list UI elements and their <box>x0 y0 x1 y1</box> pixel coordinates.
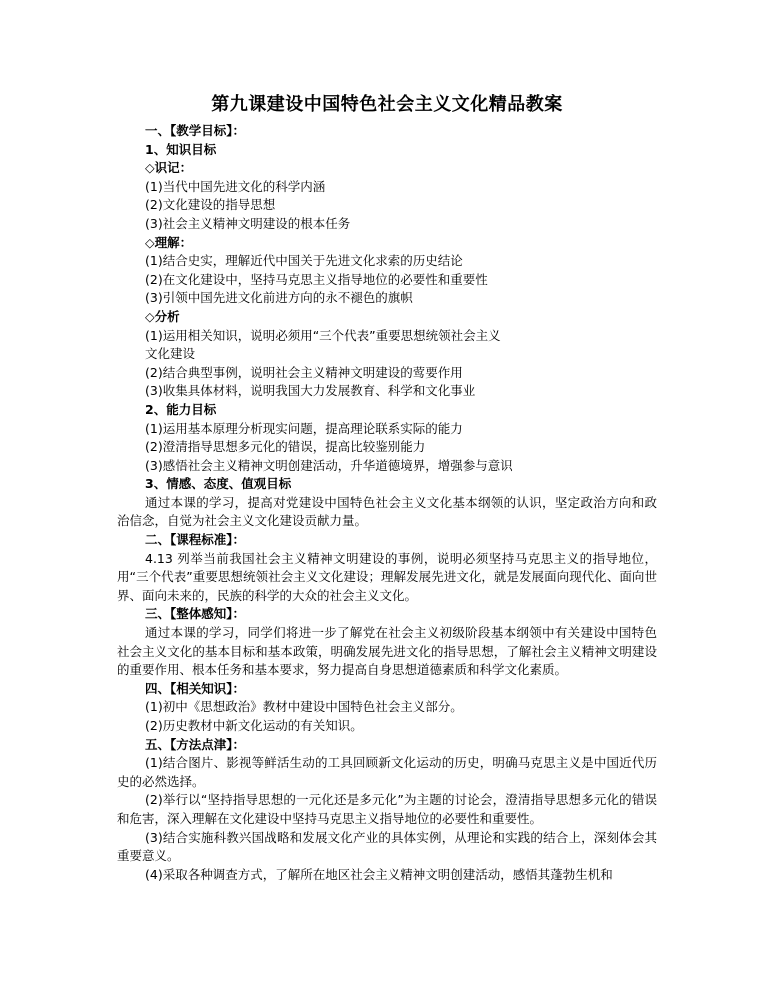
paragraph: (4)采取各种调查方式，了解所在地区社会主义精神文明创建活动，感悟其蓬勃生机和 <box>145 866 613 882</box>
subheading-ability-goals: 2、能力目标 <box>145 401 217 417</box>
section-heading-method-tips: 五、【方法点津】： <box>145 736 246 752</box>
section-heading-related-knowledge: 四、【相关知识】： <box>145 680 246 696</box>
list-item: (1)当代中国先进文化的科学内涵 <box>145 178 326 194</box>
list-item: (1)运用基本原理分析现实问题，提高理论联系实际的能力 <box>145 420 463 436</box>
section-heading-overall-perception: 三、【整体感知】： <box>145 606 246 622</box>
label-memorize: ◇识记： <box>145 160 193 176</box>
list-item: (3)社会主义精神文明建设的根本任务 <box>145 215 351 231</box>
paragraph: (2)历史教材中新文化运动的有关知识。 <box>145 718 363 733</box>
paragraph: (1)初中《思想政治》教材中建设中国特色社会主义部分。 <box>145 699 463 715</box>
document-title: 第九课建设中国特色社会主义文化精品教案 <box>211 94 563 115</box>
document-page <box>117 92 657 884</box>
paragraph: (3)结合实施科教兴国战略和发展文化产业的具体实例，从理论和实践的结合上，深刻体会其重要意义。 <box>117 829 657 864</box>
paragraph: 4.13 列举当前我国社会主义精神文明建设的事例，说明必须坚持马克思主义的指导地位，用“三个代表”重要思想统领社会主义文化建设；理解发展先进文化，就是发展面向现代化、面向世界、面向未来的，民族的科学的大众的社会主义文化。 <box>117 550 657 603</box>
subheading-emotion-goals: 3、情感、态度、值观目标 <box>145 476 292 492</box>
list-item: (2)结合典型事例，说明社会主义精神文明建设的莺要作用 <box>145 364 463 380</box>
list-item: (2)澄清指导思想多元化的错误，提高比较鉴别能力 <box>145 439 426 455</box>
paragraph: 通过本课的学习，同学们将进一步了解党在社会主义初级阶段基本纲领中有关建设中国特色社会主义文化的基本目标和基本政策，明确发展先进文化的指导思想，了解社会主义精神文明建设的重要作用、根本任务和基本要求，努力提高自身思想道德素质和科学文化素质。 <box>117 625 657 678</box>
label-analyze: ◇分析 <box>145 308 180 324</box>
list-item: (3)感悟社会主义精神文明创建活动，升华道德境界，增强参与意识 <box>145 457 513 473</box>
list-item-continuation: 文化建设 <box>145 346 196 362</box>
list-item: (3)引领中国先进文化前进方向的永不褪色的旗帜 <box>145 290 413 306</box>
paragraph: 通过本课的学习，提高对党建设中国特色社会主义文化基本纲领的认识，坚定政治方向和政治信念，自觉为社会主义文化建设贡献力量。 <box>117 494 657 529</box>
paragraph: (2)举行以“坚持指导思想的一元化还是多元化”为主题的讨论会，澄清指导思想多元化的错误和危害，深入理解在文化建设中坚持马克思主义指导地位的必要性和重要性。 <box>117 792 657 826</box>
section-heading-teaching-goals: 一、【教学目标】： <box>145 123 246 138</box>
label-understand: ◇理解： <box>145 234 193 250</box>
subheading-knowledge-goals: 1、知识目标 <box>145 141 217 157</box>
list-item: (1)结合史实，理解近代中国关于先进文化求索的历史结论 <box>145 253 463 269</box>
list-item: (2)文化建设的指导思想 <box>145 197 276 213</box>
section-heading-curriculum-standard: 二、【课程标准】： <box>145 532 246 548</box>
list-item: (3)收集具体材料，说明我国大力发展教育、科学和文化事业 <box>145 383 476 399</box>
list-item: (2)在文化建设中，坚持马克思主义指导地位的必要性和重要性 <box>145 271 488 287</box>
list-item: (1)运用相关知识，说明必须用“三个代表”重要思想统领社会主义 <box>145 327 501 343</box>
paragraph: (1)结合图片、影视等鲜活生动的工具回顾新文化运动的历史，明确马克思主义是中国近代历史的必然选择。 <box>117 755 657 789</box>
